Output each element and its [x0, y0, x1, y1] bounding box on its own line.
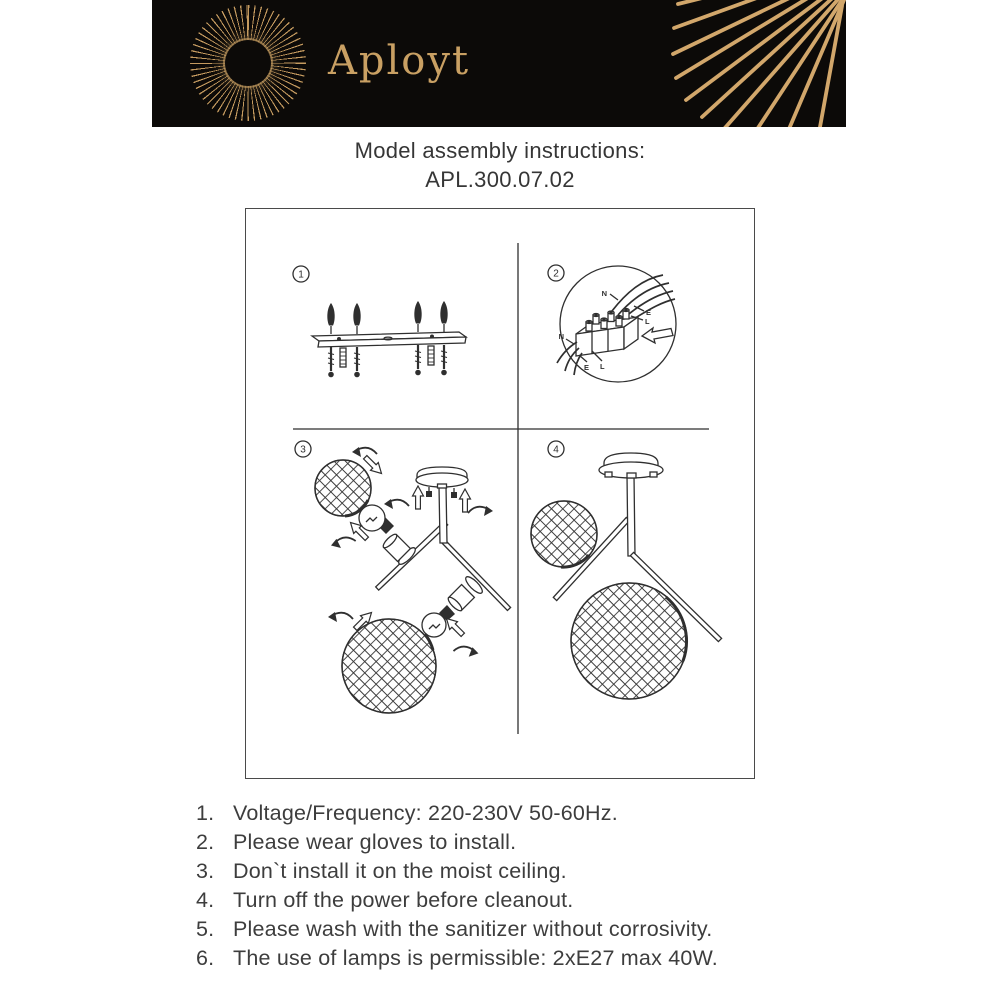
- title-block: [0, 136, 1000, 194]
- sunburst-core: [225, 40, 271, 86]
- panel-4-number: 4: [553, 444, 559, 456]
- wire-label-l-bottom: L: [600, 362, 605, 371]
- decorative-rays-icon: [666, 0, 846, 127]
- item-text: Please wear gloves to install.: [233, 830, 517, 854]
- panel-2-wiring-detail: [548, 265, 676, 382]
- instructions-list: [196, 799, 718, 973]
- item-number: 1.: [196, 801, 215, 825]
- brand-banner: [152, 0, 846, 127]
- assembly-diagram-canvas: [246, 209, 754, 778]
- item-text: The use of lamps is permissible: 2xE27 max 40W.: [233, 946, 718, 970]
- item-text: Don`t install it on the moist ceiling.: [233, 859, 567, 883]
- assembly-diagram: [245, 208, 755, 779]
- panel-2-number: 2: [553, 268, 559, 280]
- brand-name: Aployt: [328, 38, 471, 84]
- panel-3-number: 3: [300, 444, 306, 456]
- list-item: [196, 857, 718, 886]
- sunburst-logo-icon: [190, 5, 306, 121]
- panel-3-exploded-assembly: [295, 441, 511, 713]
- wire-label-e-top: E: [646, 308, 652, 317]
- list-item: [196, 915, 718, 944]
- item-number: 6.: [196, 946, 215, 970]
- panel-1-mounting-bracket: [293, 266, 466, 377]
- panel-1-number: 1: [298, 269, 304, 281]
- item-text: Turn off the power before cleanout.: [233, 888, 574, 912]
- item-number: 2.: [196, 830, 215, 854]
- list-item: [196, 828, 718, 857]
- item-text: Please wash with the sanitizer without corrosivity.: [233, 917, 713, 941]
- list-item: [196, 944, 718, 973]
- list-item: [196, 886, 718, 915]
- wire-label-e-bottom: E: [584, 363, 590, 372]
- item-number: 4.: [196, 888, 215, 912]
- wire-label-n-top: N: [601, 289, 607, 298]
- page-title: Model assembly instructions:: [354, 138, 646, 163]
- wire-label-l-top: L: [645, 317, 650, 326]
- item-number: 3.: [196, 859, 215, 883]
- list-item: [196, 799, 718, 828]
- item-number: 5.: [196, 917, 215, 941]
- wire-label-n-bottom: N: [558, 332, 564, 341]
- panel-4-assembled-fixture: [531, 441, 722, 699]
- item-text: Voltage/Frequency: 220-230V 50-60Hz.: [233, 801, 618, 825]
- model-number: APL.300.07.02: [425, 167, 575, 192]
